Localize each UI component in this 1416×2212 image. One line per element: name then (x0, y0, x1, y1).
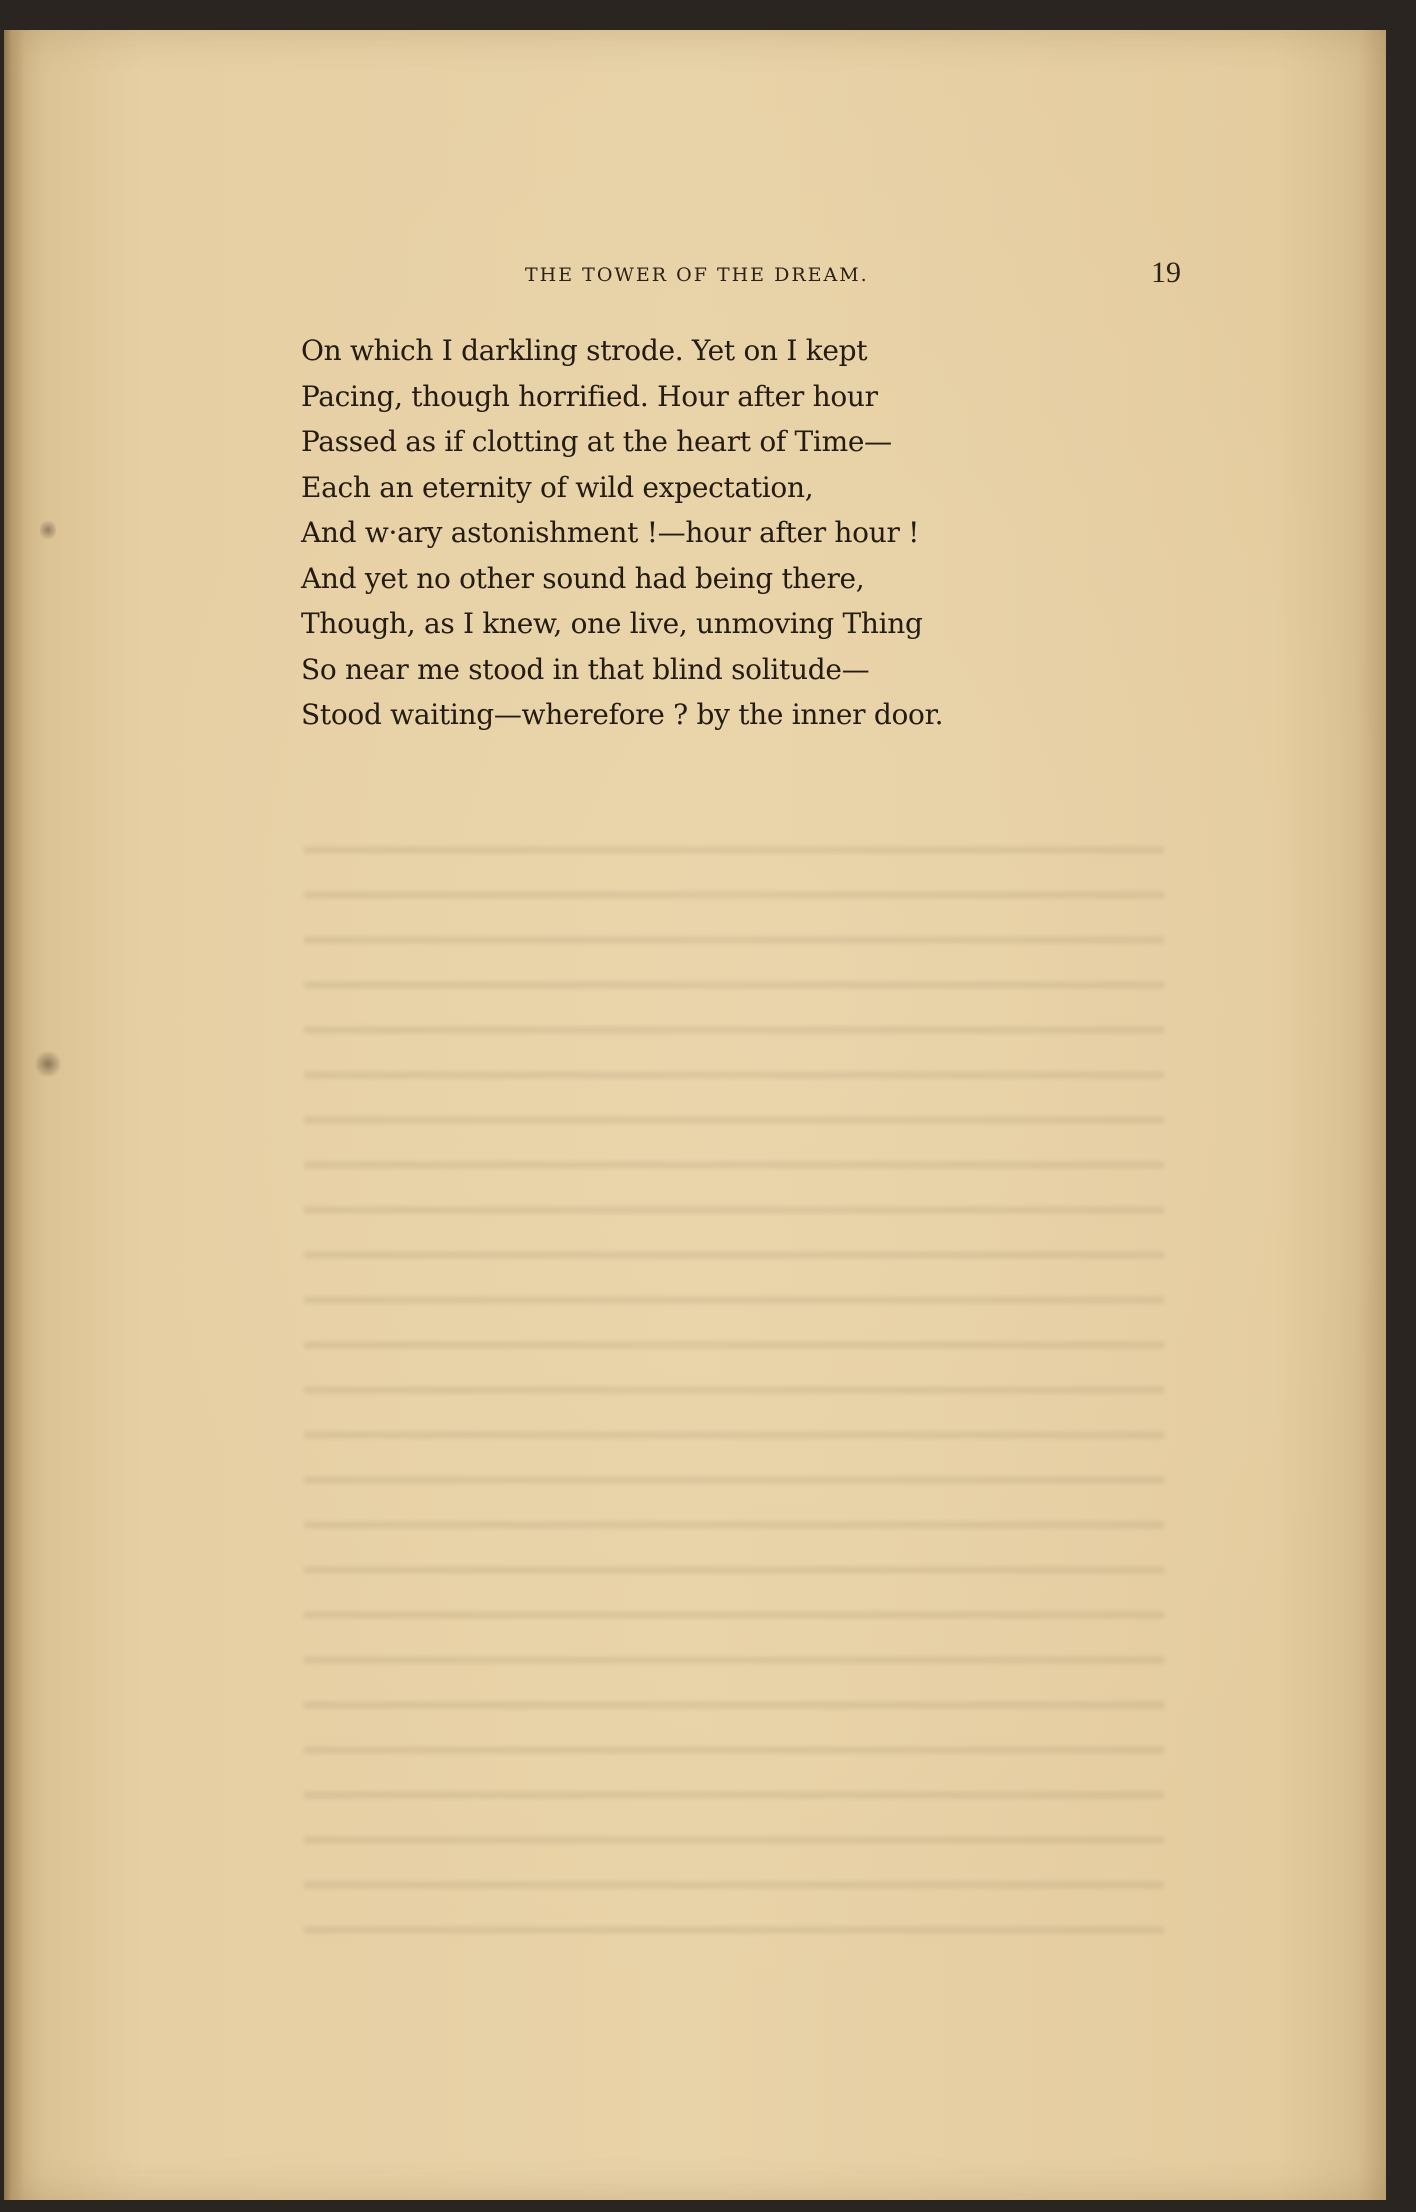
poem-line: Each an eternity of wild expectation, (301, 470, 814, 504)
poem-line: Stood waiting—wherefore ? by the inner door. (301, 698, 944, 731)
show-through-text (304, 820, 1164, 1940)
book-page (4, 30, 1386, 2200)
poem-line: Though, as I knew, one live, unmoving Thing (301, 607, 923, 640)
poem-line: Pacing, though horrified. Hour after hour (301, 379, 878, 413)
page-binding-edge (4, 30, 24, 2200)
poem-text (301, 328, 943, 738)
poem-line: Passed as if clotting at the heart of Time— (301, 425, 892, 458)
poem-line: So near me stood in that blind solitude— (301, 652, 870, 686)
running-title: THE TOWER OF THE DREAM. (525, 264, 869, 286)
poem-line: And w·ary astonishment !—hour after hour ! (301, 516, 920, 549)
page-number: 19 (1151, 256, 1181, 289)
paper-stain (40, 518, 56, 542)
poem-line: On which I darkling strode. Yet on I kept (301, 334, 868, 367)
poem-line: And yet no other sound had being there, (301, 561, 865, 595)
paper-stain (34, 1050, 62, 1078)
